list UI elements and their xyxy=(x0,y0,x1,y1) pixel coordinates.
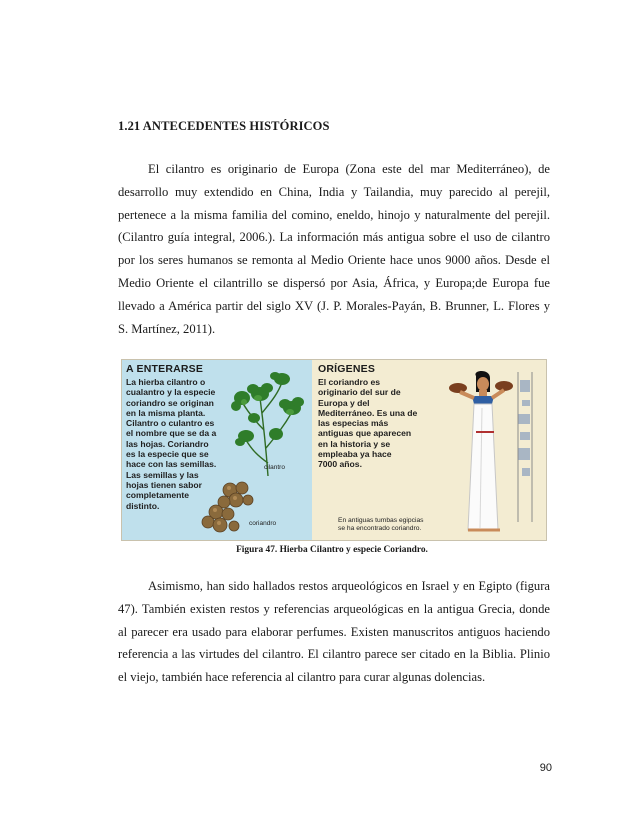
cilantro-plant-illustration xyxy=(230,368,310,478)
paragraph-origins: El cilantro es originario de Europa (Zona este del mar Mediterráneo), de desarrollo muy extendido en China, India y Tailandia, muy parecido al perejil, pertenece a la misma familia del comino, eneldo, hinojo y naturalmente del perejil. (Cilantro guía integral, 2006.). La información más antigua sobre el uso de cilantro por los seres humanos se remonta al Medio Oriente hace unos 9000 años. Desde el Medio Oriente el cilantrillo se dispersó por Asia, África, y Europa;de Europa fue llevado a América partir del siglo XV (J. P. Morales-Payán, B. Brunner, L. Flores y S. Martínez, 2011). xyxy=(118,162,550,336)
egyptian-woman-illustration xyxy=(446,362,546,538)
tomb-note: En antiguas tumbas egipcias se ha encontrado coriandro. xyxy=(338,517,424,532)
panel-title-enterarse: A ENTERARSE xyxy=(126,363,204,375)
section-heading: 1.21 ANTECEDENTES HISTÓRICOS xyxy=(118,119,330,133)
figure-caption xyxy=(0,545,638,555)
coriandro-seeds-illustration xyxy=(198,478,270,536)
panel-text-enterarse: La hierba cilantro o cualantro y la especie coriandro se originan en la misma planta. Cilantro o culantro es el nombre que se da a las hojas. Coriandro es la especie que se hace con las semillas. Las semillas y las hojas tienen sabor completamente distinto. xyxy=(126,377,217,511)
figure-caption-text: Figura 47. Hierba Cilantro y especie Coriandro. xyxy=(236,545,428,555)
figure-cilantro-coriandro xyxy=(121,359,547,541)
panel-a-enterarse xyxy=(122,360,312,540)
panel-origenes xyxy=(312,360,546,540)
label-cilantro: cilantro xyxy=(264,464,285,471)
panel-title-origenes: ORÍGENES xyxy=(318,363,376,375)
page-number: 90 xyxy=(539,762,552,774)
label-coriandro: coriandro xyxy=(249,520,277,527)
panel-text-origenes: El coriandro es originario del sur de Europa y del Mediterráneo. Es una de las especias más antiguas que aparecen en la historia y se empleaba ya hace 7000 años. xyxy=(318,377,418,470)
paragraph-archaeology: Asimismo, han sido hallados restos arqueológicos en Israel y en Egipto (figura 47). También existen restos y referencias arqueológicas en la antigua Grecia, donde al parecer era usado para elaborar perfumes. Existen manuscritos antiguos haciendo referencia a las virtudes del cilantro. El cilantro parece ser citado en la Biblia. Plinio el viejo, también hace referencia al cilantro para curar algunas dolencias. xyxy=(118,579,550,685)
